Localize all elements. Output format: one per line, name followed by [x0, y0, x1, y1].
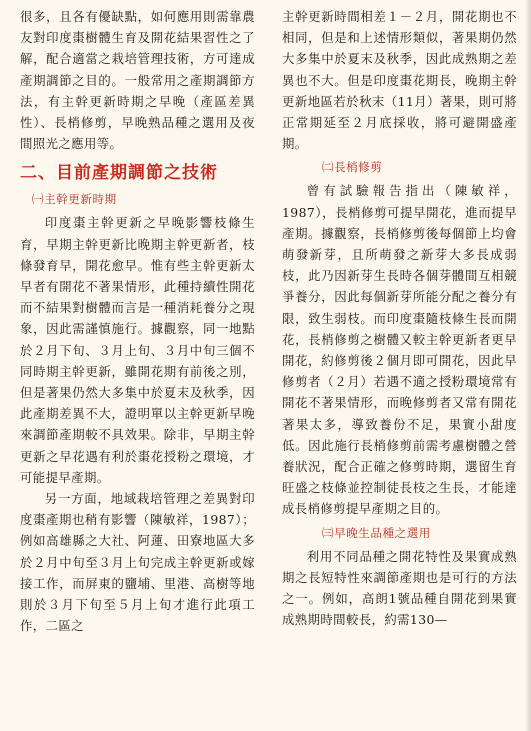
- left-paragraph-3: 另一方面，地域栽培管理之差異對印度棗產期也稍有影響（陳敏祥，1987）；例如高雄縣之大社、阿蓮、田寮地區大多於２月中旬至３月上旬完成主幹更新或嫁接工作，而屏東的鹽埔、里港、高樹等地則於３月下旬至５月上旬才進行此項工作，二區之: [20, 491, 255, 634]
- subsection-heading-long-pruning: ㈡長梢修剪: [322, 160, 383, 175]
- left-paragraph-1: 很多，且各有優缺點，如何應用則需靠農友對印度棗樹體生育及開花結果習性之了解，配合適當之栽培管理技術，方可達成產期調節之目的。一般常用之產期調節方法，有主幹更新時期之早晚（產區差異性）、長梢修剪，早晚熟品種之選用及夜間照光之應用等。: [20, 9, 255, 152]
- subsection-heading-variety-selection: ㈢早晚生品種之選用: [322, 525, 431, 540]
- right-paragraph-1: 主幹更新時間相差１－２月，開花期也不相同，但是和上述情形類似，著果期仍然大多集中於夏末及秋季，因此成熟期之差異也不大。但是印度棗花期長，晚期主幹更新地區若於秋末（11月）著果，則可將正常期延至２月底採收，將可避開盛產期。: [282, 9, 517, 152]
- left-column: [20, 6, 255, 636]
- right-paragraph-2: 曾有試驗報告指出（陳敏祥，1987），長梢修剪可提早開花，進而提早產期。據觀察，長梢修剪後每個節上均會萌發新芽，且所萌發之新芽大多長成弱枝，此乃因新芽生長時各個芽體間互相競爭養分，因此每個新芽所能分配之養分有限，致生弱枝。而印度棗隨枝條生長而開花，長梢修剪之樹體又較主幹更新者更早開花，約修剪後２個月即可開花，因此早修剪者（２月）若遇不適之授粉環境常有開花不著果情形，而晚修剪者又常有開花著果太多，導致養份不足，果實小甜度低。因此施行長梢修剪前需考慮樹體之營養狀況，配合正確之修剪時期，選留生育旺盛之枝條並控制徒長枝之生長，才能達成長梢修剪提早產期之目的。: [282, 183, 517, 517]
- subsection-heading-trunk-renewal: ㈠主幹更新時期: [32, 192, 117, 207]
- page-edge-shadow: [525, 0, 531, 731]
- right-column: [282, 6, 517, 630]
- section-heading: 二、目前產期調節之技術: [20, 163, 218, 184]
- left-paragraph-2: 印度棗主幹更新之早晚影響枝條生育，早期主幹更新比晚期主幹更新者，枝條發育早，開花愈早。惟有些主幹更新太早者有開花不著果情形，此種持續性開花而不結果對樹體而言是一種消耗養分之現象，因此需謹慎施行。據觀察，同一地點於２月下旬、３月上旬、３月中旬三個不同時期主幹更新，雖開花期有前後之別，但是著果仍然大多集中於夏末及秋季，因此產期差異不大，證明單以主幹更新早晚來調節產期較不具效果。除非，早期主幹更新之早花遇有利於棗花授粉之環境，才可能提早產期。: [20, 215, 255, 485]
- right-paragraph-3: 利用不同品種之開花特性及果實成熟期之長短特性來調節產期也是可行的方法之一。例如，高朗1號品種自開花到果實成熟期時間較長，約需130—: [282, 548, 517, 628]
